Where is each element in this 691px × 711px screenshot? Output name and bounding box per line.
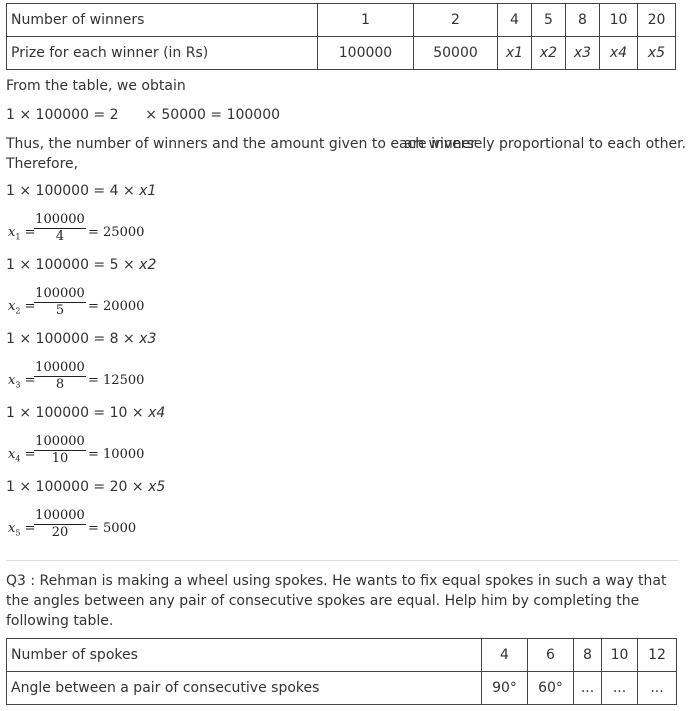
conclusion-therefore: Therefore, <box>6 156 79 172</box>
product-equation: 1 × 100000 = 2 × 50000 = 100000 <box>6 107 281 123</box>
table-cell: 12 <box>638 639 677 672</box>
intro-text: From the table, we obtain <box>6 78 186 94</box>
step-equation: 1 × 100000 = 5 × x2 <box>6 257 157 273</box>
table-cell: 8 <box>566 4 600 37</box>
table-cell: 1 <box>318 4 414 37</box>
table-cell: x2 <box>532 37 566 70</box>
step-equation: 1 × 100000 = 4 × x1 <box>6 183 157 199</box>
table-row <box>7 4 676 37</box>
table-cell: 4 <box>482 639 528 672</box>
row-header: Angle between a pair of consecutive spokes <box>7 672 482 705</box>
row-header: Number of spokes <box>7 639 482 672</box>
spokes-table <box>6 638 677 705</box>
table-row <box>7 639 677 672</box>
step-equation: 1 × 100000 = 8 × x3 <box>6 331 157 347</box>
row-header: Prize for each winner (in Rs) <box>7 37 318 70</box>
table-cell: 10 <box>602 639 638 672</box>
table-cell: x1 <box>498 37 532 70</box>
question-3-text: Q3 : Rehman is making a wheel using spokes. He wants to fix equal spokes in such a way that the angles between any pair of consecutive spokes are equal. Help him by completing the following table. <box>6 573 667 629</box>
table-cell: ... <box>574 672 602 705</box>
table-cell: 5 <box>532 4 566 37</box>
table-cell: 4 <box>498 4 532 37</box>
winners-table <box>6 3 676 70</box>
table-cell: x5 <box>638 37 676 70</box>
table-cell: 2 <box>414 4 498 37</box>
conclusion-text <box>6 136 687 152</box>
table-cell: 90° <box>482 672 528 705</box>
table-cell: x4 <box>600 37 638 70</box>
table-cell: 10 <box>600 4 638 37</box>
step-equation: 1 × 100000 = 10 × x4 <box>6 405 166 421</box>
table-cell: 50000 <box>414 37 498 70</box>
table-row <box>7 37 676 70</box>
table-cell: x3 <box>566 37 600 70</box>
table-cell: ... <box>638 672 677 705</box>
table-cell: 60° <box>528 672 574 705</box>
table-cell: 100000 <box>318 37 414 70</box>
section-divider <box>6 560 678 561</box>
conclusion-part-a: Thus, the number of winners and the amount given to each winner <box>6 136 477 152</box>
conclusion-overlap: are inversely proportional to each other. <box>404 136 687 152</box>
table-row <box>7 672 677 705</box>
table-cell: 8 <box>574 639 602 672</box>
row-header: Number of winners <box>7 4 318 37</box>
table-cell: 6 <box>528 639 574 672</box>
table-cell: ... <box>602 672 638 705</box>
table-cell: 20 <box>638 4 676 37</box>
step-equation: 1 × 100000 = 20 × x5 <box>6 479 166 495</box>
